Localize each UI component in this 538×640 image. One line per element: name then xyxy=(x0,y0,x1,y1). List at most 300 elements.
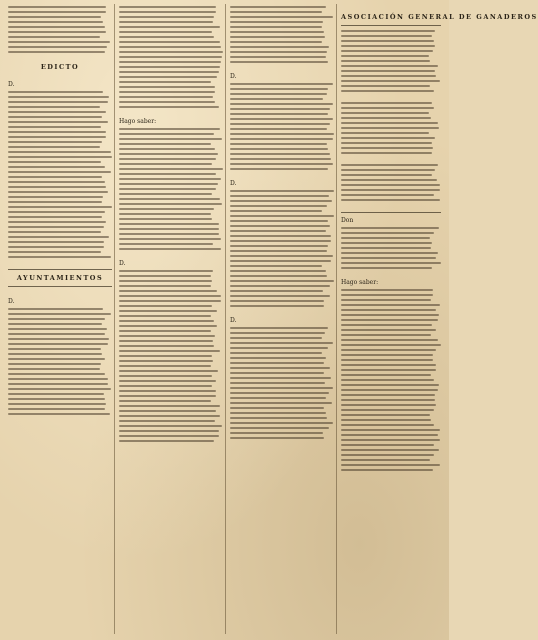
text-line xyxy=(8,151,111,153)
text-line xyxy=(230,397,326,399)
text-line xyxy=(119,238,221,240)
text-line xyxy=(119,335,215,337)
text-line xyxy=(119,81,211,83)
paragraph-start: D. xyxy=(230,317,237,324)
text-line xyxy=(8,328,107,330)
text-line xyxy=(341,70,435,72)
text-line xyxy=(119,305,212,307)
text-line xyxy=(341,399,435,401)
text-line xyxy=(8,333,105,335)
column-rule xyxy=(114,4,115,634)
text-line xyxy=(341,434,438,436)
text-line xyxy=(119,218,212,220)
text-line xyxy=(230,6,326,8)
text-line xyxy=(230,422,333,424)
text-line xyxy=(119,360,213,362)
text-line xyxy=(230,387,333,389)
text-line xyxy=(341,257,436,259)
text-line xyxy=(119,350,220,352)
text-line xyxy=(8,106,100,108)
text-line xyxy=(230,417,327,419)
text-line xyxy=(119,320,214,322)
text-line xyxy=(230,143,327,145)
text-line xyxy=(230,235,331,237)
text-line xyxy=(119,228,219,230)
text-line xyxy=(341,227,439,229)
text-line xyxy=(119,233,219,235)
text-line xyxy=(119,280,212,282)
text-line xyxy=(8,111,106,113)
text-line xyxy=(230,392,329,394)
text-line xyxy=(119,188,216,190)
text-line xyxy=(8,116,102,118)
text-line xyxy=(341,40,434,42)
text-line xyxy=(8,373,105,375)
text-line xyxy=(230,88,328,90)
text-line xyxy=(341,319,438,321)
text-line xyxy=(8,256,111,258)
text-line xyxy=(119,203,222,205)
text-line xyxy=(341,364,436,366)
text-line xyxy=(8,403,106,405)
text-line xyxy=(119,385,212,387)
text-line xyxy=(8,378,108,380)
text-line xyxy=(341,189,440,191)
text-line xyxy=(230,240,331,242)
text-line xyxy=(119,56,222,58)
section-rule xyxy=(8,269,112,270)
text-line xyxy=(230,290,323,292)
text-line xyxy=(8,181,105,183)
text-line xyxy=(341,85,430,87)
text-line xyxy=(8,308,103,310)
text-line xyxy=(230,280,334,282)
text-line xyxy=(230,158,331,160)
text-line xyxy=(119,395,216,397)
text-line xyxy=(341,184,440,186)
text-line xyxy=(8,191,108,193)
text-line xyxy=(8,16,101,18)
text-line xyxy=(341,374,431,376)
text-line xyxy=(230,83,333,85)
text-line xyxy=(8,26,105,28)
column-rule xyxy=(336,4,337,634)
paragraph-start: D. xyxy=(230,73,237,80)
text-line xyxy=(119,91,215,93)
text-line xyxy=(341,294,433,296)
text-line xyxy=(8,6,106,8)
text-line xyxy=(230,46,329,48)
text-line xyxy=(230,113,328,115)
text-line xyxy=(119,51,223,53)
text-line xyxy=(341,344,441,346)
text-line xyxy=(119,340,213,342)
text-line xyxy=(119,380,216,382)
text-line xyxy=(230,195,329,197)
text-line xyxy=(119,290,217,292)
text-line xyxy=(341,55,429,57)
text-line xyxy=(119,300,221,302)
text-line xyxy=(8,146,100,148)
text-line xyxy=(341,444,434,446)
text-line xyxy=(230,36,325,38)
text-line xyxy=(341,289,433,291)
text-line xyxy=(341,454,434,456)
text-line xyxy=(8,126,101,128)
text-line xyxy=(341,424,434,426)
text-line xyxy=(230,190,334,192)
paragraph-gap xyxy=(341,6,441,10)
paragraph-start: D. xyxy=(8,81,15,88)
text-line xyxy=(230,93,327,95)
text-line xyxy=(8,31,106,33)
text-line xyxy=(119,128,220,130)
text-line xyxy=(8,241,104,243)
text-line xyxy=(230,230,326,232)
paragraph-gap xyxy=(230,310,334,314)
section-heading: AYUNTAMIENTOS xyxy=(16,274,104,282)
text-line xyxy=(230,21,323,23)
text-line xyxy=(341,35,432,37)
text-line xyxy=(341,80,440,82)
text-line xyxy=(8,101,108,103)
text-line xyxy=(119,193,212,195)
section-heading: ASOCIACIÓN GENERAL DE GANADEROS xyxy=(341,13,538,21)
text-line xyxy=(230,332,325,334)
text-line xyxy=(8,236,109,238)
text-line xyxy=(230,402,332,404)
text-line xyxy=(119,375,212,377)
text-line xyxy=(230,347,328,349)
text-line xyxy=(119,270,213,272)
text-line xyxy=(119,198,220,200)
paragraph-start: Hago saber: xyxy=(341,279,379,286)
text-line xyxy=(341,174,432,176)
text-line xyxy=(230,133,334,135)
text-line xyxy=(341,107,434,109)
text-line xyxy=(119,36,214,38)
text-line xyxy=(119,143,211,145)
text-line xyxy=(119,415,220,417)
text-line xyxy=(341,349,436,351)
text-line xyxy=(341,75,436,77)
text-line xyxy=(8,393,104,395)
text-line xyxy=(230,342,333,344)
text-line xyxy=(230,138,333,140)
section-heading: EDICTO xyxy=(40,63,80,71)
text-line xyxy=(230,367,330,369)
text-line xyxy=(8,408,105,410)
text-line xyxy=(8,21,103,23)
text-line xyxy=(8,323,102,325)
text-line xyxy=(119,168,223,170)
text-line xyxy=(230,108,330,110)
text-line xyxy=(341,354,433,356)
text-line xyxy=(230,260,331,262)
text-line xyxy=(119,96,213,98)
text-line xyxy=(8,141,102,143)
text-line xyxy=(119,106,219,108)
text-line xyxy=(119,248,221,250)
paragraph-start: D. xyxy=(119,260,126,267)
text-line xyxy=(341,304,440,306)
text-line xyxy=(341,242,432,244)
text-line xyxy=(119,31,212,33)
text-line xyxy=(230,128,327,130)
text-line xyxy=(119,21,213,23)
text-line xyxy=(230,412,326,414)
text-line xyxy=(8,206,112,208)
text-line xyxy=(341,60,430,62)
text-line xyxy=(230,205,327,207)
text-line xyxy=(8,368,100,370)
text-line xyxy=(341,112,429,114)
text-line xyxy=(119,66,220,68)
text-line xyxy=(341,419,431,421)
text-line xyxy=(230,26,322,28)
text-line xyxy=(119,148,215,150)
text-line xyxy=(230,300,324,302)
text-line xyxy=(119,61,221,63)
text-line xyxy=(230,377,331,379)
text-line xyxy=(341,122,438,124)
text-line xyxy=(119,6,216,8)
text-line xyxy=(230,285,330,287)
text-line xyxy=(230,305,324,307)
text-line xyxy=(341,334,431,336)
text-line xyxy=(119,16,214,18)
text-line xyxy=(119,101,215,103)
text-line xyxy=(119,370,218,372)
text-line xyxy=(8,36,100,38)
text-line xyxy=(230,56,326,58)
text-line xyxy=(119,345,214,347)
text-line xyxy=(341,262,441,264)
text-line xyxy=(230,118,333,120)
text-line xyxy=(8,383,108,385)
text-line xyxy=(8,318,105,320)
text-line xyxy=(230,250,327,252)
text-line xyxy=(8,211,105,213)
text-line xyxy=(341,132,429,134)
text-line xyxy=(230,16,333,18)
text-line xyxy=(341,164,438,166)
text-line xyxy=(8,41,110,43)
text-line xyxy=(8,161,101,163)
text-line xyxy=(8,338,109,340)
text-line xyxy=(230,372,324,374)
text-line xyxy=(119,213,211,215)
text-line xyxy=(230,245,328,247)
text-line xyxy=(341,194,434,196)
text-line xyxy=(119,223,219,225)
text-line xyxy=(8,96,109,98)
text-line xyxy=(341,439,440,441)
text-line xyxy=(341,469,433,471)
text-line xyxy=(341,142,432,144)
text-line xyxy=(230,168,328,170)
text-line xyxy=(119,26,220,28)
column-1 xyxy=(8,6,112,632)
text-line xyxy=(8,11,106,13)
text-line xyxy=(230,432,323,434)
paragraph-gap xyxy=(230,173,334,177)
text-line xyxy=(8,46,107,48)
text-line xyxy=(341,30,435,32)
text-line xyxy=(119,71,219,73)
text-line xyxy=(119,158,216,160)
text-line xyxy=(341,137,435,139)
text-line xyxy=(230,51,327,53)
section-rule xyxy=(341,212,441,213)
text-line xyxy=(119,435,219,437)
text-line xyxy=(230,200,332,202)
paragraph-gap xyxy=(8,261,112,265)
text-line xyxy=(8,246,104,248)
text-line xyxy=(230,225,330,227)
column-4 xyxy=(341,6,538,632)
text-line xyxy=(341,359,433,361)
text-line xyxy=(230,427,329,429)
text-line xyxy=(8,176,102,178)
text-line xyxy=(119,243,213,245)
text-line xyxy=(8,353,102,355)
text-line xyxy=(230,163,333,165)
text-line xyxy=(341,394,435,396)
text-line xyxy=(230,153,330,155)
text-line xyxy=(8,136,106,138)
text-line xyxy=(230,11,322,13)
text-line xyxy=(341,414,430,416)
column-2 xyxy=(119,6,223,632)
text-line xyxy=(8,91,103,93)
text-line xyxy=(8,171,111,173)
text-line xyxy=(230,255,333,257)
text-line xyxy=(341,237,430,239)
text-line xyxy=(119,41,220,43)
text-line xyxy=(341,90,434,92)
paragraph-gap xyxy=(8,74,112,78)
paragraph-gap xyxy=(341,272,441,276)
text-line xyxy=(341,409,434,411)
text-line xyxy=(230,295,330,297)
paragraph-gap xyxy=(341,157,441,161)
paragraph-start: Don xyxy=(341,217,354,224)
column-3 xyxy=(230,6,334,632)
text-line xyxy=(341,329,436,331)
text-line xyxy=(230,407,324,409)
paragraph-gap xyxy=(230,66,334,70)
text-line xyxy=(341,50,433,52)
text-line xyxy=(230,270,326,272)
text-line xyxy=(119,390,216,392)
text-line xyxy=(341,152,432,154)
text-line xyxy=(341,389,438,391)
text-line xyxy=(341,299,431,301)
paragraph-gap xyxy=(341,204,441,208)
paragraph-start: D. xyxy=(8,298,15,305)
text-line xyxy=(341,199,440,201)
text-line xyxy=(341,147,433,149)
text-line xyxy=(8,363,101,365)
text-line xyxy=(8,226,104,228)
text-line xyxy=(230,31,324,33)
section-rule xyxy=(8,286,112,287)
text-line xyxy=(119,420,215,422)
text-line xyxy=(8,121,108,123)
text-line xyxy=(119,325,217,327)
text-line xyxy=(119,330,211,332)
text-line xyxy=(341,384,439,386)
text-line xyxy=(341,339,438,341)
text-line xyxy=(341,45,435,47)
text-line xyxy=(230,220,328,222)
column-rule xyxy=(225,4,226,634)
text-line xyxy=(8,196,103,198)
text-line xyxy=(230,362,324,364)
text-line xyxy=(8,156,112,158)
paragraph-gap xyxy=(119,111,223,115)
text-line xyxy=(119,138,222,140)
paragraph-gap xyxy=(8,291,112,295)
paragraph-start: Hago saber: xyxy=(119,118,157,125)
text-line xyxy=(341,429,440,431)
text-line xyxy=(8,216,102,218)
text-line xyxy=(8,398,105,400)
text-line xyxy=(119,86,215,88)
text-line xyxy=(8,186,106,188)
text-line xyxy=(230,382,325,384)
text-line xyxy=(341,267,432,269)
text-line xyxy=(119,133,214,135)
text-line xyxy=(230,265,322,267)
text-line xyxy=(230,352,322,354)
paragraph-gap xyxy=(119,253,223,257)
text-line xyxy=(341,314,439,316)
text-line xyxy=(341,102,432,104)
text-line xyxy=(230,98,323,100)
text-line xyxy=(119,46,221,48)
text-line xyxy=(119,310,217,312)
text-line xyxy=(8,131,106,133)
text-line xyxy=(230,327,328,329)
text-line xyxy=(230,123,330,125)
text-line xyxy=(230,103,333,105)
text-line xyxy=(119,430,219,432)
text-line xyxy=(119,425,222,427)
text-line xyxy=(119,295,221,297)
text-line xyxy=(119,405,220,407)
text-line xyxy=(8,231,101,233)
text-line xyxy=(8,358,105,360)
text-line xyxy=(341,127,439,129)
text-line xyxy=(230,215,334,217)
text-line xyxy=(8,313,111,315)
text-line xyxy=(230,357,326,359)
text-line xyxy=(341,252,438,254)
text-line xyxy=(230,437,324,439)
text-line xyxy=(8,343,108,345)
text-line xyxy=(119,440,214,442)
text-line xyxy=(341,404,436,406)
text-line xyxy=(341,232,434,234)
text-line xyxy=(8,251,101,253)
text-line xyxy=(341,179,437,181)
text-line xyxy=(119,208,214,210)
text-line xyxy=(8,388,111,390)
text-line xyxy=(230,148,328,150)
text-line xyxy=(8,221,106,223)
